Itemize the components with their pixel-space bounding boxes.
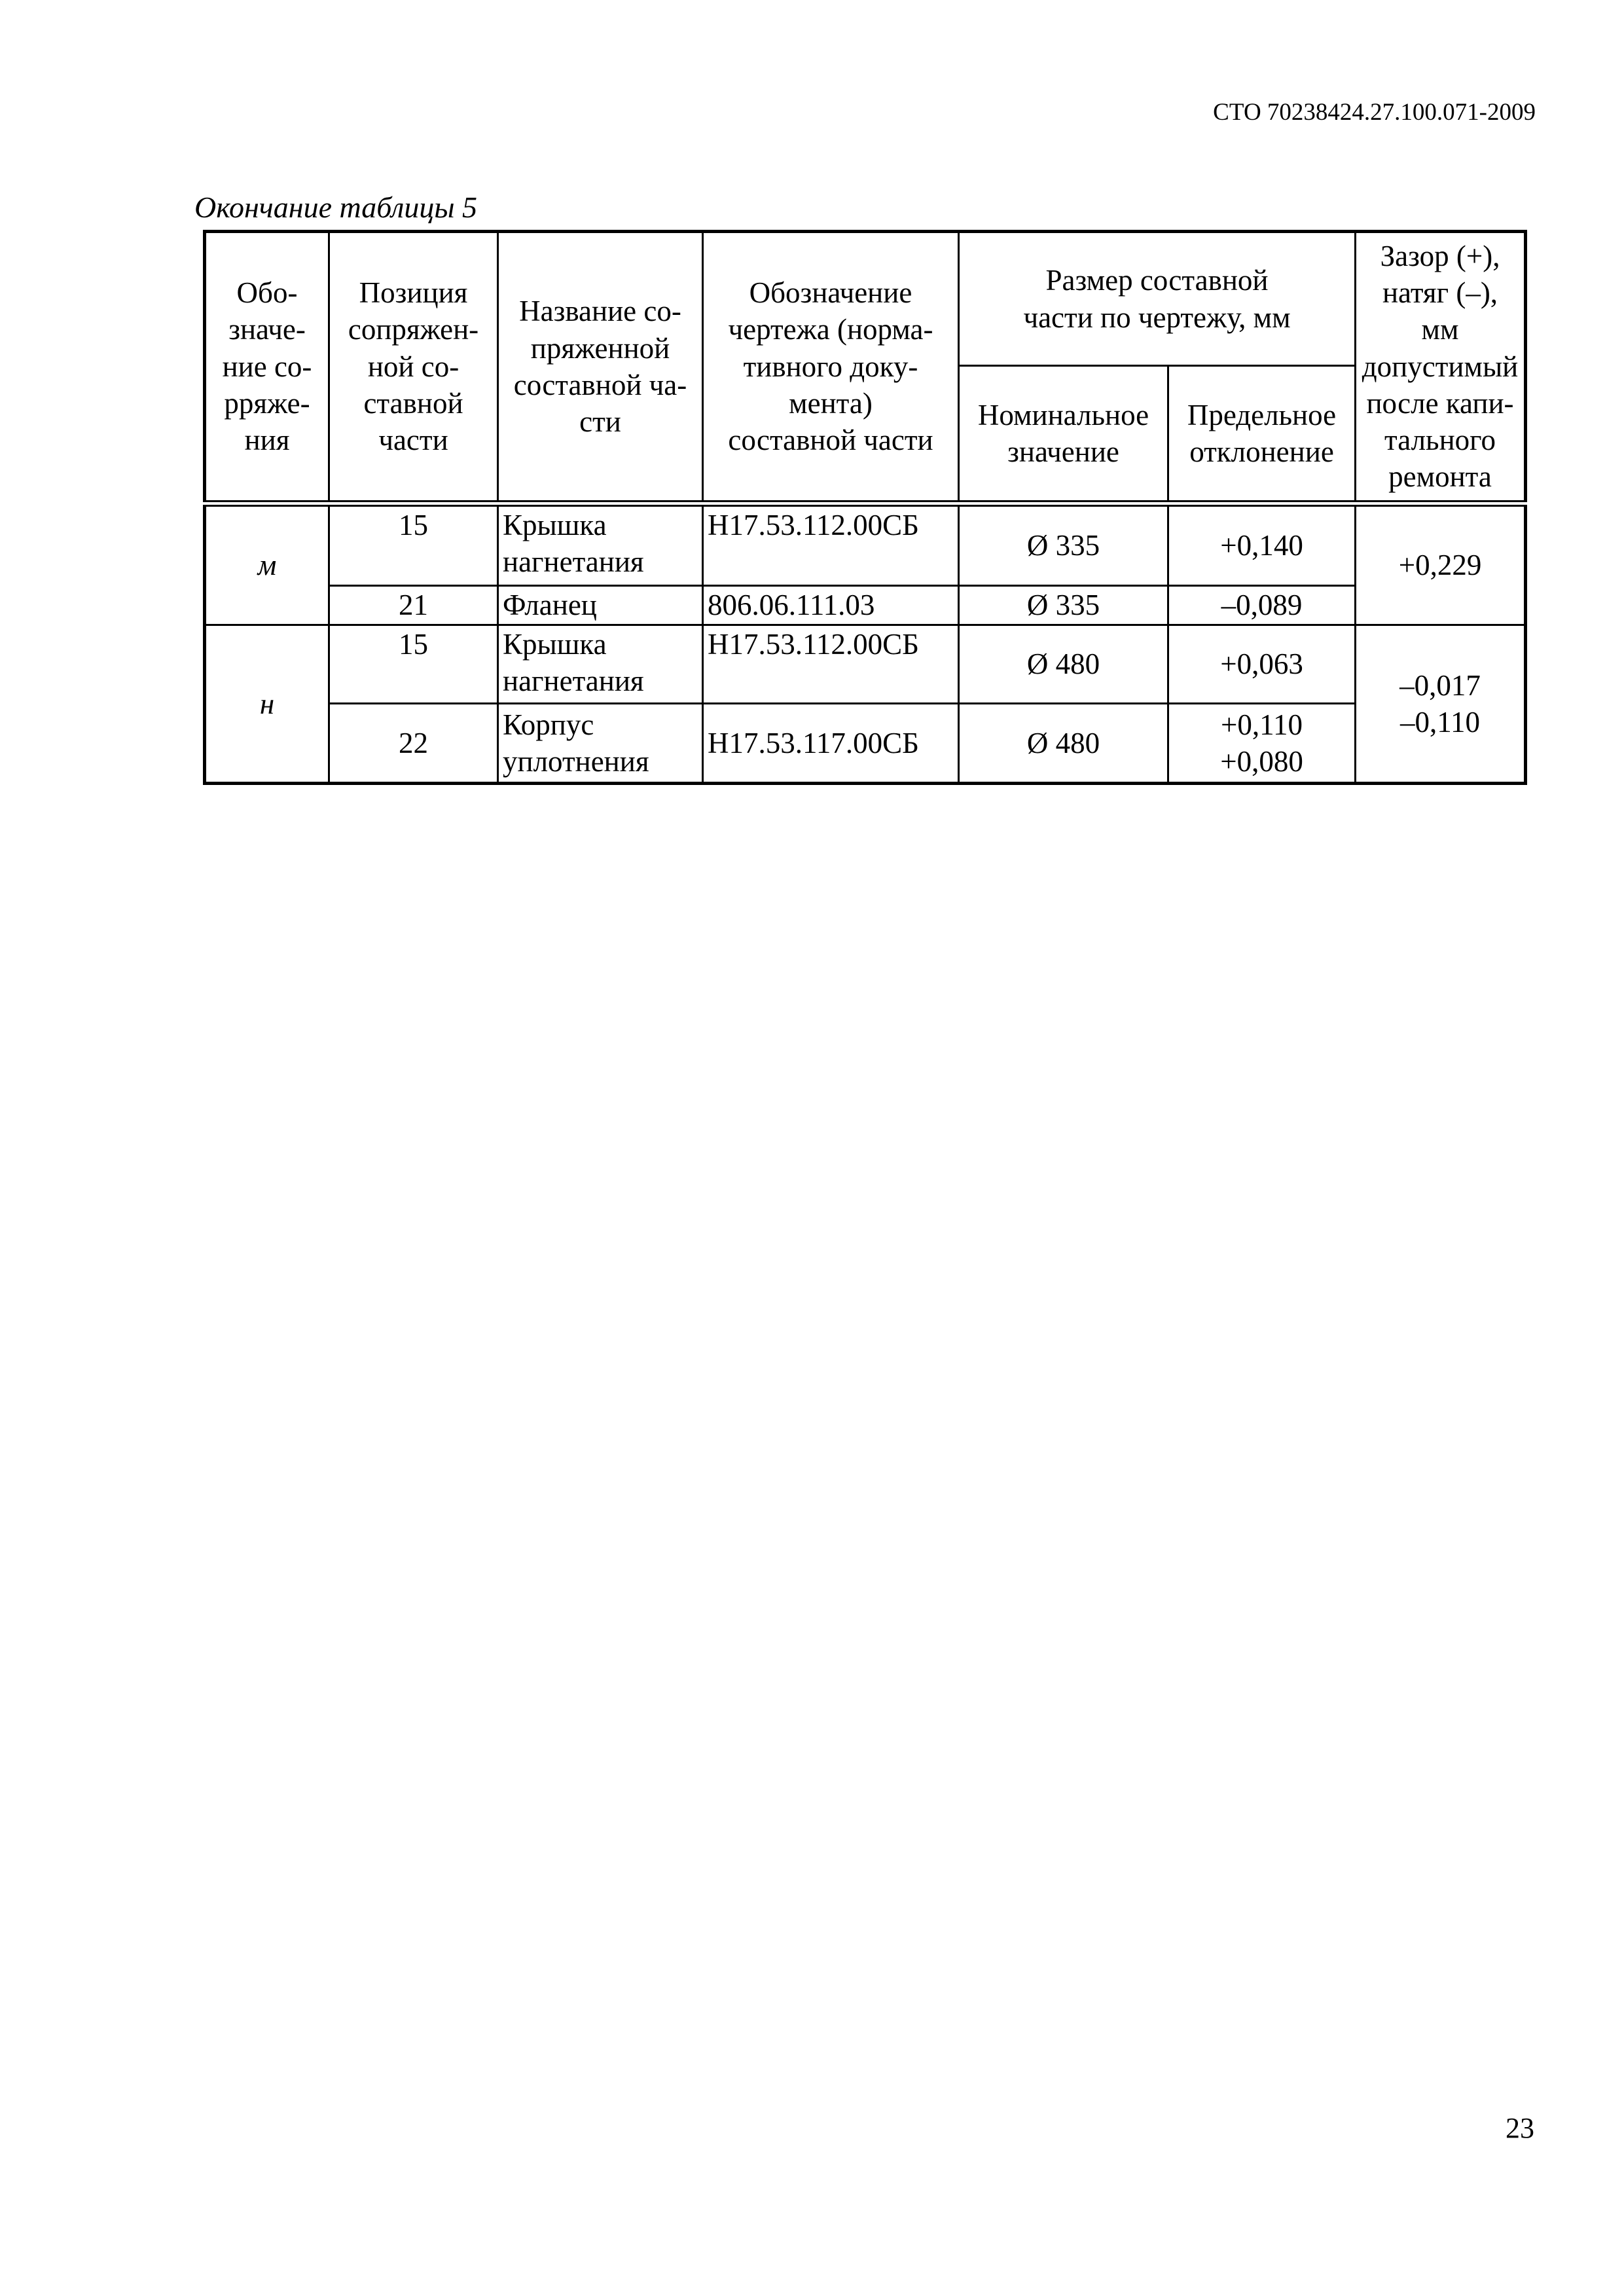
designation-cell: м [205,503,329,625]
position-cell: 21 [329,586,498,625]
drawing-cell: Н17.53.112.00СБ [703,625,959,704]
position-cell: 22 [329,704,498,784]
drawing-cell: Н17.53.117.00СБ [703,704,959,784]
table-row [205,586,1526,625]
name-cell: Фланец [498,586,703,625]
parts-table [203,230,1527,785]
page-number: 23 [1506,2112,1534,2144]
nominal-cell: Ø 480 [959,625,1168,704]
header-position: Позиция сопряжен- ной со- ставной части [329,232,498,503]
deviation-cell: +0,140 [1168,503,1356,586]
clearance-cell: –0,017 –0,110 [1356,625,1526,784]
header-designation: Обо- значе- ние со- pряже- ния [205,232,329,503]
header-size-group: Размер составной части по чертежу, мм [959,232,1356,366]
table-row [205,704,1526,784]
position-cell: 15 [329,625,498,704]
table-caption: Окончание таблицы 5 [194,191,477,224]
header-name: Название со- пряженной составной ча- сти [498,232,703,503]
table-row [205,503,1526,586]
nominal-cell: Ø 480 [959,704,1168,784]
name-cell: Крышка нагнетания [498,503,703,586]
deviation-cell: –0,089 [1168,586,1356,625]
header-clearance: Зазор (+), натяг (–), мм допустимый после капи- тального ремонта [1356,232,1526,503]
nominal-cell: Ø 335 [959,586,1168,625]
deviation-cell: +0,110 +0,080 [1168,704,1356,784]
table-row [205,625,1526,704]
position-cell: 15 [329,503,498,586]
deviation-cell: +0,063 [1168,625,1356,704]
drawing-cell: Н17.53.112.00СБ [703,503,959,586]
clearance-cell: +0,229 [1356,503,1526,625]
drawing-cell: 806.06.111.03 [703,586,959,625]
nominal-cell: Ø 335 [959,503,1168,586]
header-deviation: Предельное отклонение [1168,366,1356,503]
document-code: СТО 70238424.27.100.071-2009 [1213,99,1536,126]
header-nominal: Номинальное значение [959,366,1168,503]
header-drawing: Обозначение чертежа (норма- тивного доку- мента) составной части [703,232,959,503]
name-cell: Крышка нагнетания [498,625,703,704]
designation-cell: н [205,625,329,784]
name-cell: Корпус уплотнения [498,704,703,784]
